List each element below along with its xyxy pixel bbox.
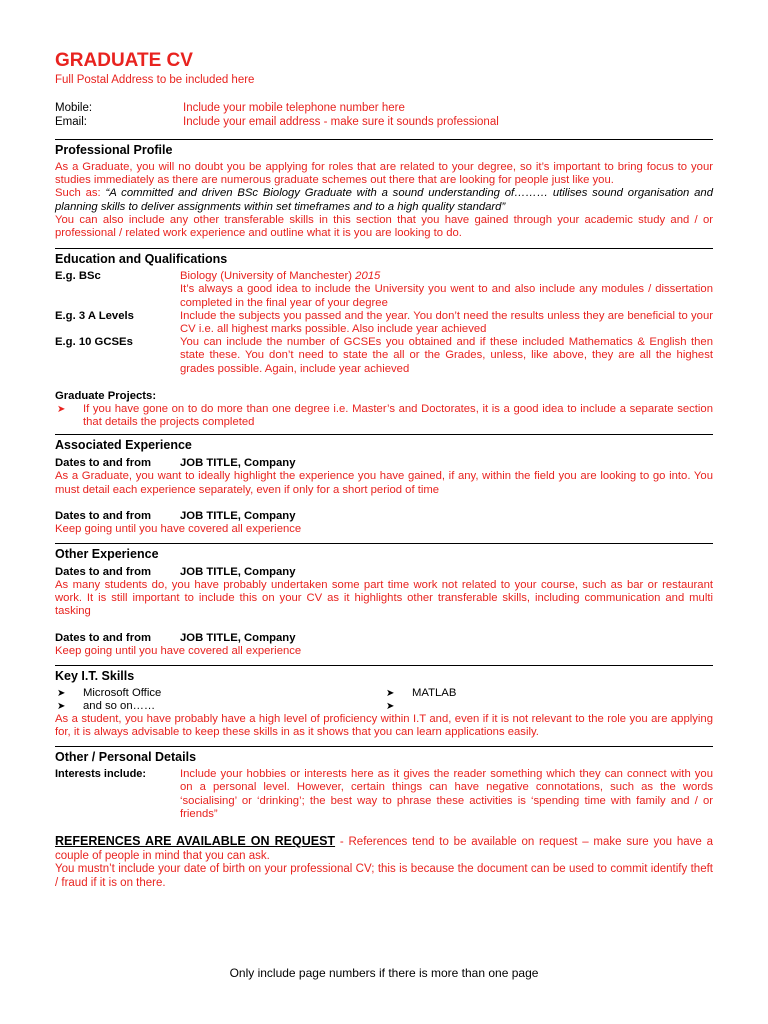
other-experience-heading: Other Experience (55, 547, 159, 562)
education-label: E.g. BSc (55, 270, 101, 283)
associated-heading: Associated Experience (55, 438, 192, 453)
profile-quote-block (55, 187, 713, 213)
job-description: As many students do, you have probably undertaken some part time work not related to your course, such as bar or restaurant work. It is still important to include this on your CV as it highlights other transferable skills, including communication and multi tasking (55, 579, 713, 618)
profile-heading: Professional Profile (55, 143, 173, 157)
education-detail (180, 270, 713, 310)
it-skills-heading: Key I.T. Skills (55, 668, 135, 683)
list-item (384, 700, 713, 713)
education-row (55, 310, 713, 336)
interests-row (55, 768, 713, 821)
skills-text: As a student, you have probably have a high level of proficiency within I.T and, even if it is not relevant to the role you are applying for, it is always advisable to keep these skills in as it shows that you can learn applications easily. (55, 712, 713, 739)
degree-year: 2015 (355, 270, 381, 283)
job-title: JOB TITLE, Company (180, 566, 296, 579)
education-label: E.g. 3 A Levels (55, 309, 134, 322)
email-label: Email: (55, 116, 87, 128)
arrow-bullet-icon: ➤ (57, 700, 66, 712)
job-description: Keep going until you have covered all experience (55, 644, 302, 657)
job-header (55, 509, 713, 523)
list-item (55, 403, 713, 429)
list-item: ➤ Microsoft Office (57, 686, 162, 699)
personal-section (55, 746, 713, 821)
references-heading: REFERENCES ARE AVAILABLE ON REQUEST (55, 834, 336, 849)
references-text: - References tend to be available on request – make sure you have a couple of people in mind that you can ask. (55, 836, 713, 862)
page-title: GRADUATE CV (55, 50, 193, 71)
profile-section (55, 139, 713, 240)
skills-list (55, 687, 713, 713)
education-detail: Include the subjects you passed and the year. You don’t need the results unless they are beneficial to your CV i.e. all highest marks possible. Also include year achieved (180, 309, 713, 336)
other-experience-section (55, 543, 713, 658)
projects-text: If you have gone on to do more than one degree i.e. Master’s and Doctorates, it is a good idea to include a separate section that details the projects completed (83, 403, 713, 429)
cv-page (55, 50, 713, 890)
personal-heading: Other / Personal Details (55, 750, 197, 765)
profile-quote: “A committed and driven BSc Biology Graduate with a sound understanding of……… utilises sound organisation and planning skills to deliver assignments within set timeframes and to a high quality standard” (55, 187, 713, 213)
email-row (55, 115, 713, 129)
associated-section (55, 434, 713, 536)
arrow-bullet-icon: ➤ (386, 700, 395, 712)
education-label: E.g. 10 GCSEs (55, 336, 133, 349)
job-description: Keep going until you have covered all experience (55, 522, 302, 535)
references-block (55, 835, 713, 890)
degree-line: Biology (University of Manchester) 2015 (180, 270, 381, 283)
contact-block (55, 101, 713, 129)
arrow-bullet-icon: ➤ (386, 687, 395, 699)
job-header (55, 565, 713, 579)
education-row (55, 270, 713, 310)
education-section (55, 248, 713, 429)
dob-note: You mustn’t include your date of birth on your professional CV; this is because the document can be used to commit identify theft / fraud if it is on there. (55, 863, 713, 889)
such-as-label: Such as: (55, 187, 106, 200)
interests-label: Interests include: (55, 768, 147, 781)
graduate-projects-heading: Graduate Projects: (55, 389, 157, 402)
job-dates: Dates to and from (55, 457, 152, 470)
job-description: As a Graduate, you want to ideally highlight the experience you have gained, if any, within the field you are looking to go into. You must detail each experience separately, even if only for a short period of time (55, 470, 713, 496)
page-footer: Only include page numbers if there is more than one page (229, 966, 539, 980)
job-title: JOB TITLE, Company (180, 509, 296, 522)
postal-address: Full Postal Address to be included here (55, 74, 255, 86)
arrow-bullet-icon: ➤ (57, 404, 66, 416)
list-item: ➤ and so on…… (57, 699, 156, 712)
degree-text: It’s always a good idea to include the University you went to and also include any modules / dissertation completed in the final year of your degree (180, 283, 713, 309)
email-value: Include your email address - make sure it sounds professional (183, 116, 499, 128)
mobile-value: Include your mobile telephone number here (183, 102, 405, 114)
profile-paragraph-2: You can also include any other transferable skills in this section that you have gained through your academic study and / or professional / related work experience and outline what it is you are looking to do. (55, 213, 713, 240)
job-dates: Dates to and from (55, 631, 152, 644)
mobile-label: Mobile: (55, 102, 93, 114)
job-dates: Dates to and from (55, 566, 152, 579)
job-title: JOB TITLE, Company (180, 457, 296, 470)
education-heading: Education and Qualifications (55, 252, 228, 267)
job-header (55, 631, 713, 645)
it-skills-section (55, 665, 713, 739)
mobile-row (55, 101, 713, 115)
profile-paragraph-1: As a Graduate, you will no doubt you be applying for roles that are related to your degree, so it’s important to bring focus to your studies immediately as there are numerous graduate schemes out there that are looking for people just like you. (55, 161, 713, 187)
job-dates: Dates to and from (55, 509, 152, 522)
job-title: JOB TITLE, Company (180, 631, 296, 644)
education-row (55, 336, 713, 376)
list-item: ➤ MATLAB (386, 686, 457, 699)
arrow-bullet-icon: ➤ (57, 687, 66, 699)
education-detail: You can include the number of GCSEs you obtained and if these included Mathematics & English then state these. You don’t need to state the all or the Grades, unless, like above, they are all the highest grades possible. Again, include year achieved (180, 336, 713, 375)
interests-text: Include your hobbies or interests here as it gives the reader something which they can connect with you on a personal level. However, certain things can have negative connotations, such as the words ‘socialising’ or ‘drinking’; the best way to phrase these activities is ‘spending time with family and / or friends” (180, 768, 713, 820)
job-header (55, 456, 713, 470)
